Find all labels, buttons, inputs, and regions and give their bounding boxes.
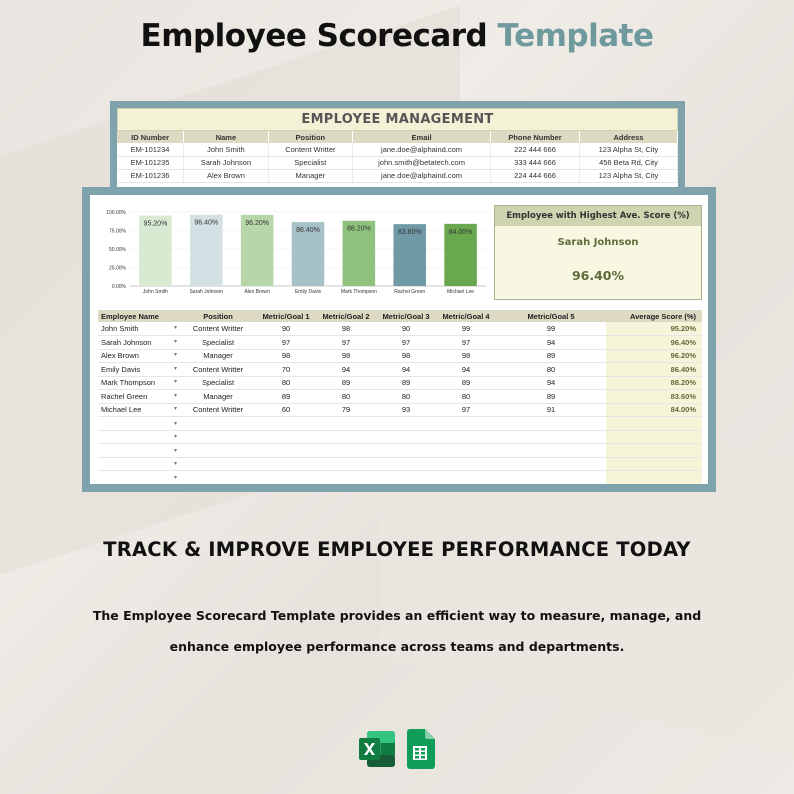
empty-cell[interactable] [436,471,496,485]
scorecard-row[interactable] [98,403,702,417]
scorecard-table [98,310,702,484]
dropdown-caret-icon[interactable]: ▾ [173,461,177,468]
empty-cell[interactable] [256,457,316,471]
chart-svg [90,195,494,303]
metric-cell[interactable]: 89 [256,390,316,404]
empty-cell[interactable] [496,430,606,444]
dropdown-caret-icon[interactable]: ▾ [173,379,177,386]
em-table-cell[interactable]: 333 444 666 [491,156,580,169]
metric-cell[interactable]: 89 [436,376,496,390]
scorecard-row[interactable] [98,376,702,390]
empty-cell[interactable] [436,444,496,458]
em-table-cell[interactable]: john.smith@betatech.com [353,156,491,169]
employee-name-select[interactable] [98,444,180,458]
metric-cell[interactable]: 97 [436,403,496,417]
position-cell[interactable]: Manager [180,349,256,363]
empty-scorecard-row[interactable] [98,417,702,431]
empty-scorecard-row[interactable] [98,471,702,485]
metric-cell[interactable]: 99 [496,322,606,336]
highest-score-value: 96.40% [571,268,625,283]
x-tick-label: Alex Brown [244,289,270,295]
empty-cell[interactable] [376,471,436,485]
employee-name: Emily Davis [101,364,141,374]
dropdown-caret-icon[interactable]: ▾ [173,365,177,372]
employee-management-table [117,131,678,183]
metric-cell[interactable]: 94 [316,363,376,377]
average-score-cell[interactable]: 96.40% [606,336,702,350]
scorecard-column-header: Metric/Goal 1 [256,310,316,322]
scorecard-column-header: Employee Name [98,310,180,322]
metric-cell[interactable]: 80 [496,363,606,377]
metric-cell[interactable]: 93 [376,403,436,417]
metric-cell[interactable]: 97 [256,336,316,350]
empty-scorecard-row[interactable] [98,457,702,471]
em-column-header: Phone Number [491,131,580,143]
metric-cell[interactable]: 89 [496,390,606,404]
scorecard-row[interactable] [98,363,702,377]
em-column-header: Address [579,131,677,143]
metric-cell[interactable]: 94 [496,376,606,390]
metric-cell[interactable]: 94 [376,363,436,377]
em-column-header: Email [353,131,491,143]
empty-cell[interactable] [496,444,606,458]
title-accent: Template [497,18,654,54]
metric-cell[interactable]: 98 [316,322,376,336]
empty-scorecard-row[interactable] [98,444,702,458]
em-table-row[interactable] [117,143,678,156]
empty-cell[interactable] [316,444,376,458]
metric-cell[interactable]: 89 [376,376,436,390]
bar-data-label: 84.00% [448,228,473,236]
employee-name-select[interactable] [98,349,180,363]
metric-cell[interactable]: 60 [256,403,316,417]
empty-cell[interactable] [256,430,316,444]
empty-cell[interactable] [316,471,376,485]
employee-name: Alex Brown [101,351,139,361]
em-table-cell[interactable]: 123 Alpha St, City [579,169,677,182]
metric-cell[interactable]: 94 [436,363,496,377]
empty-cell[interactable] [436,430,496,444]
empty-cell[interactable] [496,417,606,431]
bar-data-label: 96.40% [194,219,219,227]
y-tick-label: 75.00% [109,228,126,235]
employee-management-header: EMPLOYEE MANAGEMENT [117,108,678,131]
em-table-cell[interactable]: 123 Alpha St, City [579,143,677,156]
average-score-cell[interactable]: 83.60% [606,390,702,404]
employee-name-select[interactable] [98,376,180,390]
em-table-cell[interactable]: John Smith [184,143,269,156]
average-score-cell[interactable]: 84.00% [606,403,702,417]
x-tick-label: Sarah Johnson [189,289,224,295]
scorecard-row[interactable] [98,322,702,336]
average-score-cell[interactable] [606,430,702,444]
em-table-cell[interactable]: jane.doe@alphaind.com [353,169,491,182]
x-tick-label: Mark Thompson [340,289,377,295]
empty-cell[interactable] [316,457,376,471]
em-table-cell[interactable]: Content Writter [268,143,352,156]
bar-data-label: 95.20% [143,220,168,228]
em-table-cell[interactable]: 456 Beta Rd, City [579,156,677,169]
position-cell[interactable]: Specialist [180,376,256,390]
dropdown-caret-icon[interactable]: ▾ [173,352,177,359]
empty-cell[interactable] [180,457,256,471]
average-score-cell[interactable] [606,444,702,458]
scorecard-column-header: Metric/Goal 4 [436,310,496,322]
employee-name: John Smith [101,324,139,333]
dropdown-caret-icon[interactable]: ▾ [173,406,177,413]
employee-management-sheet [110,101,685,197]
average-score-cell[interactable] [606,417,702,431]
page-title [0,18,794,54]
tagline: TRACK & IMPROVE EMPLOYEE PERFORMANCE TODAY [103,538,691,561]
em-table-row[interactable] [117,156,678,169]
scorecard-column-header: Metric/Goal 2 [316,310,376,322]
employee-name-select[interactable] [98,417,180,431]
empty-cell[interactable] [376,417,436,431]
metric-cell[interactable]: 70 [256,363,316,377]
scorecard-row[interactable] [98,349,702,363]
y-tick-label: 25.00% [109,265,126,272]
employee-name-select[interactable] [98,457,180,471]
empty-cell[interactable] [180,430,256,444]
position-cell[interactable]: Content Writter [180,322,256,336]
metric-cell[interactable]: 80 [436,390,496,404]
employee-name: Sarah Johnson [101,337,152,347]
empty-cell[interactable] [496,471,606,485]
y-tick-label: 0.00% [111,284,126,290]
position-cell[interactable]: Specialist [180,336,256,350]
scorecard-column-header: Metric/Goal 3 [376,310,436,322]
empty-cell[interactable] [376,457,436,471]
metric-cell[interactable]: 90 [376,322,436,336]
scorecard-row[interactable] [98,390,702,404]
metric-cell[interactable]: 98 [256,349,316,363]
bar-data-label: 86.40% [296,227,320,235]
employee-name: Mark Thompson [101,378,156,388]
empty-cell[interactable] [376,430,436,444]
em-table-cell[interactable]: EM-101235 [117,156,184,169]
em-table-cell[interactable]: EM-101236 [117,169,184,182]
em-column-header: ID Number [117,131,184,143]
position-cell[interactable]: Content Writter [180,363,256,377]
bar-data-label: 88.20% [346,225,371,233]
dropdown-caret-icon[interactable]: ▾ [173,434,177,441]
metric-cell[interactable]: 80 [316,390,376,404]
average-score-cell[interactable]: 88.20% [606,376,702,390]
metric-cell[interactable]: 97 [316,336,376,350]
title-main: Employee Scorecard [140,18,488,54]
em-table-cell[interactable]: Alex Brown [184,169,269,182]
y-tick-label: 50.00% [109,247,126,253]
y-tick-label: 100.00% [106,210,126,216]
em-table-row[interactable] [117,169,678,182]
metric-cell[interactable]: 91 [496,403,606,417]
x-tick-label: John Smith [142,289,168,295]
metric-cell[interactable]: 98 [316,349,376,363]
em-table-cell[interactable]: Manager [268,169,352,182]
dropdown-caret-icon[interactable]: ▾ [173,325,177,331]
average-score-cell[interactable] [606,471,702,485]
bar-data-label: 83.60% [397,229,422,237]
metric-cell[interactable]: 89 [496,349,606,363]
em-table-cell[interactable]: jane.doe@alphaind.com [353,143,491,156]
dropdown-caret-icon[interactable]: ▾ [173,474,177,481]
x-tick-label: Michael Lee [447,289,475,295]
average-score-bar-chart [90,195,494,303]
empty-cell[interactable] [180,471,256,485]
scorecard-column-header: Metric/Goal 5 [496,310,606,322]
highest-score-heading: Employee with Highest Ave. Score (%) [495,206,701,226]
employee-name-select[interactable] [98,430,180,444]
excel-icon [357,729,397,769]
empty-cell[interactable] [496,457,606,471]
dropdown-caret-icon[interactable]: ▾ [173,447,177,454]
metric-cell[interactable]: 94 [496,336,606,350]
metric-cell[interactable]: 89 [316,376,376,390]
scorecard-sheet [82,187,716,492]
dropdown-caret-icon[interactable]: ▾ [173,420,177,427]
average-score-cell[interactable] [606,457,702,471]
empty-cell[interactable] [376,444,436,458]
em-table-cell[interactable]: Specialist [268,156,352,169]
metric-cell[interactable]: 99 [436,322,496,336]
scorecard-row[interactable] [98,336,702,350]
empty-cell[interactable] [180,444,256,458]
empty-cell[interactable] [436,417,496,431]
position-cell[interactable]: Content Writter [180,403,256,417]
empty-cell[interactable] [256,471,316,485]
em-table-cell[interactable]: 222 444 666 [491,143,580,156]
metric-cell[interactable]: 97 [376,336,436,350]
empty-cell[interactable] [316,417,376,431]
em-column-header: Position [268,131,352,143]
x-tick-label: Rachel Green [394,289,426,295]
employee-name-select[interactable] [98,363,180,377]
metric-cell[interactable]: 80 [376,390,436,404]
employee-name-select[interactable] [98,336,180,350]
metric-cell[interactable]: 98 [376,349,436,363]
position-cell[interactable]: Manager [180,390,256,404]
employee-name: Michael Lee [101,405,142,415]
scorecard-column-header: Position [180,310,256,322]
highest-score-name: Sarah Johnson [557,237,639,248]
google-sheets-icon [405,729,435,769]
average-score-cell[interactable]: 95.20% [606,322,702,336]
metric-cell[interactable]: 97 [436,336,496,350]
empty-cell[interactable] [256,444,316,458]
empty-cell[interactable] [436,457,496,471]
em-table-cell[interactable]: EM-101234 [117,143,184,156]
average-score-cell[interactable]: 96.20% [606,349,702,363]
x-tick-label: Emily Davis [294,289,322,295]
scorecard-column-header: Average Score (%) [606,310,702,322]
metric-cell[interactable]: 98 [436,349,496,363]
empty-cell[interactable] [180,417,256,431]
employee-name: Rachel Green [101,391,148,401]
highest-score-panel [494,205,702,300]
empty-scorecard-row[interactable] [98,430,702,444]
employee-name-select[interactable] [98,403,180,417]
dropdown-caret-icon[interactable]: ▾ [173,392,177,399]
empty-cell[interactable] [256,417,316,431]
metric-cell[interactable]: 79 [316,403,376,417]
em-table-cell[interactable]: 224 444 666 [491,169,580,182]
description-line-2: enhance employee performance across teams and departments. [169,639,625,654]
metric-cell[interactable]: 80 [256,376,316,390]
empty-cell[interactable] [316,430,376,444]
average-score-cell[interactable]: 86.40% [606,363,702,377]
metric-cell[interactable]: 90 [256,322,316,336]
employee-name-select[interactable] [98,471,180,485]
employee-name-select[interactable] [98,322,180,336]
em-column-header: Name [184,131,269,143]
em-table-cell[interactable]: Sarah Johnson [184,156,269,169]
description-line-1: The Employee Scorecard Template provides an efficient way to measure, manage, and [92,608,702,623]
dropdown-caret-icon[interactable]: ▾ [173,338,177,345]
employee-name-select[interactable] [98,390,180,404]
bar-data-label: 96.20% [245,219,270,227]
